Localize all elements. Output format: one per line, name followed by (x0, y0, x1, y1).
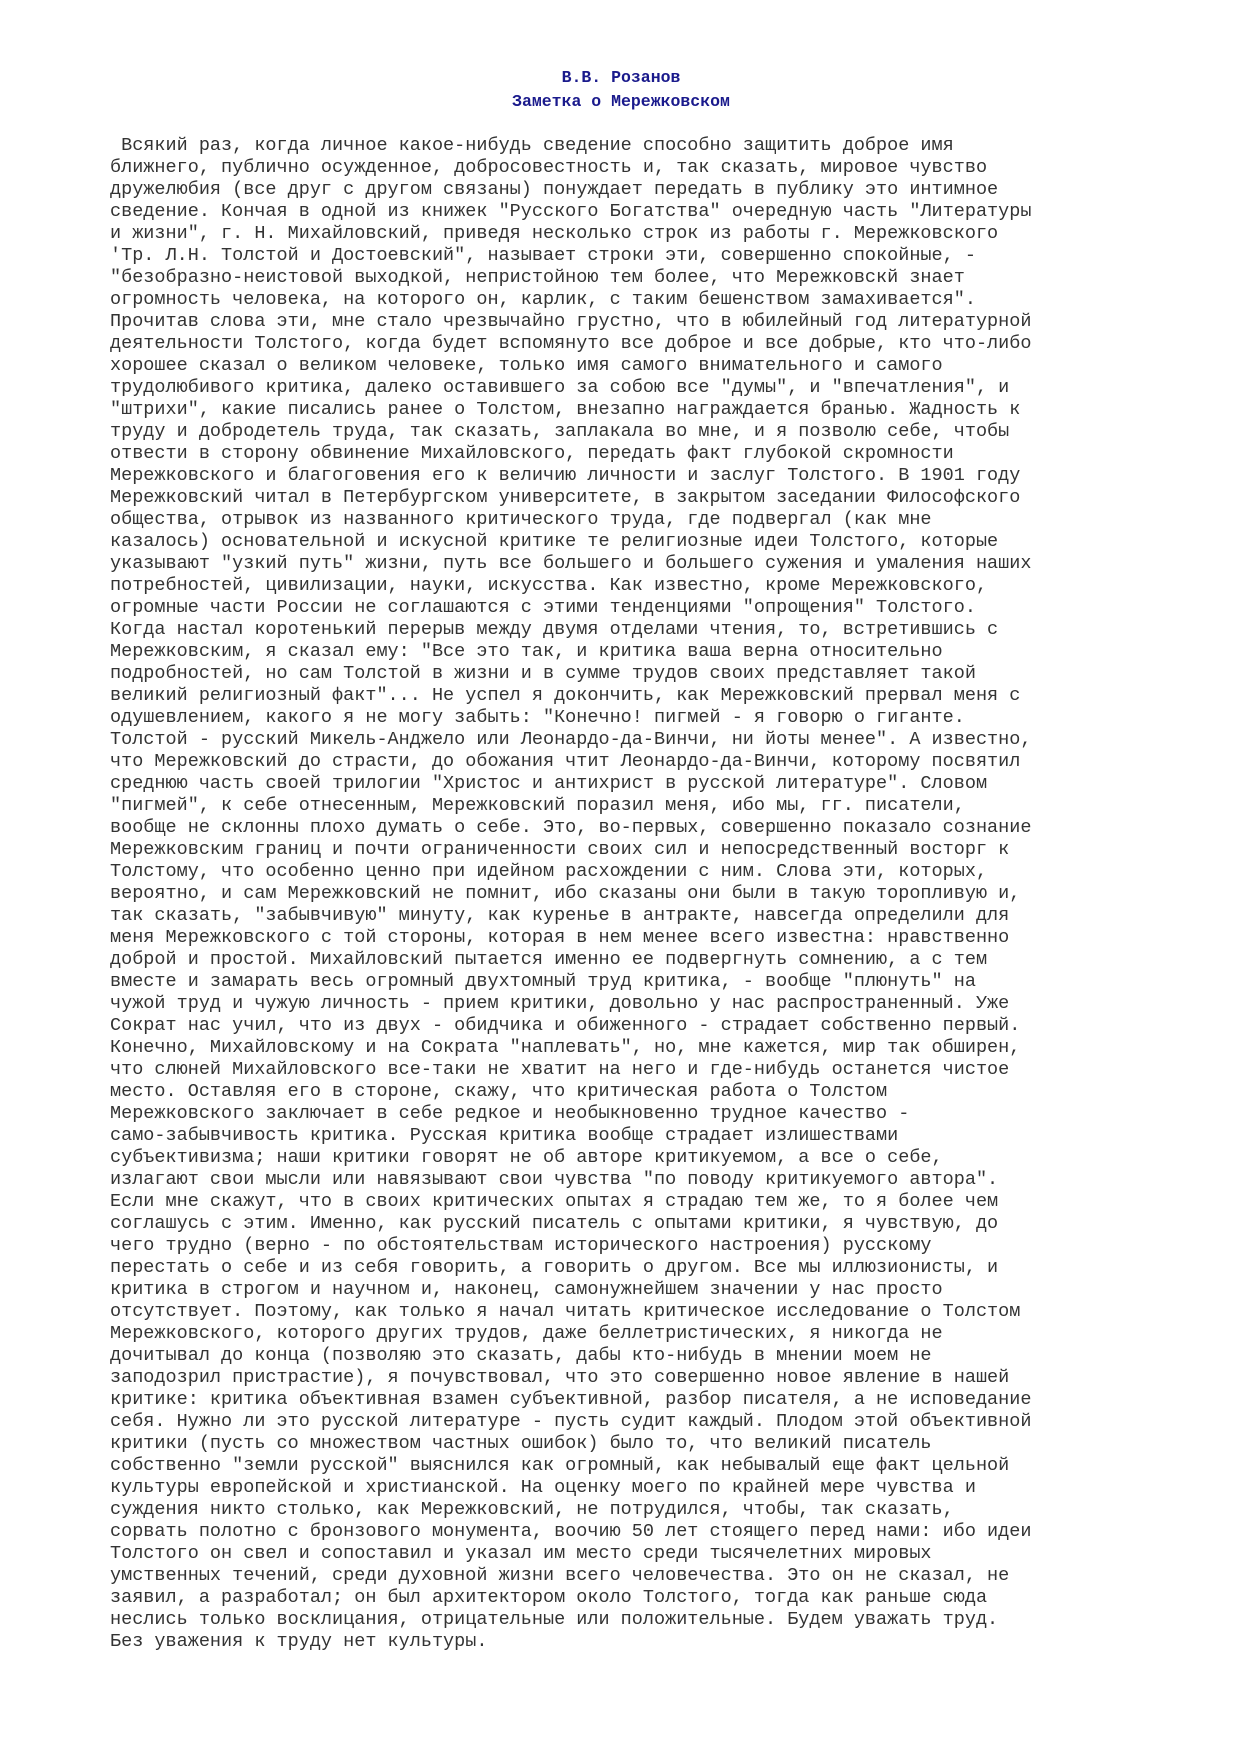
text-line: сведение. Кончая в одной из книжек "Русского Богатства" очередную часть "Литературы (110, 201, 1032, 222)
text-line: Толстому, что особенно ценно при идейном расхождении с ним. Слова эти, которых, (110, 861, 988, 882)
text-line: Мережковским, я сказал ему: "Все это так, и критика ваша верна относительно (110, 641, 943, 662)
text-line: доброй и простой. Михайловский пытается именно ее подвергнуть сомнению, а с тем (110, 949, 988, 970)
article-title: Заметка о Мережковском (512, 92, 730, 111)
text-line: Если мне скажут, что в своих критических опытах я страдаю тем же, то я более чем (110, 1191, 999, 1212)
text-line: чужой труд и чужую личность - прием критики, довольно у нас распространенный. Уже (110, 993, 1010, 1014)
text-line: собственно "земли русской" выяснился как огромный, как небывалый еще факт цельной (110, 1455, 1010, 1476)
text-line: перестать о себе и из себя говорить, а говорить о другом. Все мы иллюзионисты, и (110, 1257, 999, 1278)
text-line: вероятно, и сам Мережковский не помнит, ибо сказаны они были в такую торопливую и, (110, 883, 1021, 904)
text-line: общества, отрывок из названного критического труда, где подвергал (как мне (110, 509, 932, 530)
text-line: само-забывчивость критика. Русская критика вообще страдает излишествами (110, 1125, 899, 1146)
text-line: казалось) основательной и искусной критике те религиозные идеи Толстого, которые (110, 531, 999, 552)
text-line: отсутствует. Поэтому, как только я начал читать критическое исследование о Толстом (110, 1301, 1021, 1322)
text-line: указывают "узкий путь" жизни, путь все большего и большего сужения и умаления наших (110, 553, 1032, 574)
text-line: заявил, а разработал; он был архитектором около Толстого, тогда как раньше сюда (110, 1587, 988, 1608)
text-line: критики (пусть со множеством частных ошибок) было то, что великий писатель (110, 1433, 932, 1454)
text-line: 'Тр. Л.Н. Толстой и Достоевский", называет строки эти, совершенно спокойные, - (110, 245, 976, 266)
text-line: Всякий раз, когда личное какое-нибудь сведение способно защитить доброе имя (110, 135, 954, 156)
text-line: себя. Нужно ли это русской литературе - пусть судит каждый. Плодом этой объективной (110, 1411, 1032, 1432)
text-line: Мережковского заключает в себе редкое и необыкновенно трудное качество - (110, 1103, 910, 1124)
text-line: "штрихи", какие писались ранее о Толстом, внезапно награждается бранью. Жадность к (110, 399, 1021, 420)
text-line: огромные части России не соглашаются с этими тенденциями "опрощения" Толстого. (110, 597, 976, 618)
text-line: отвести в сторону обвинение Михайловского, передать факт глубокой скромности (110, 443, 954, 464)
text-line: труду и добродетель труда, так сказать, заплакала во мне, и я позволю себе, чтобы (110, 421, 1010, 442)
text-line: излагают свои мысли или навязывают свои чувства "по поводу критикуемого автора". (110, 1169, 999, 1190)
text-line: критика в строгом и научном и, наконец, самонужнейшем значении у нас просто (110, 1279, 943, 1300)
text-line: неслись только восклицания, отрицательные или положительные. Будем уважать труд. (110, 1609, 999, 1630)
text-line: Прочитав слова эти, мне стало чрезвычайно грустно, что в юбилейный год литературной (110, 311, 1032, 332)
text-line: дружелюбия (все друг с другом связаны) понуждает передать в публику это интимное (110, 179, 999, 200)
text-line: потребностей, цивилизации, науки, искусства. Как известно, кроме Мережковского, (110, 575, 988, 596)
text-line: Сократ нас учил, что из двух - обидчика и обиженного - страдает собственно первый. (110, 1015, 1021, 1036)
text-line: умственных течений, среди духовной жизни всего человечества. Это он не сказал, не (110, 1565, 1010, 1586)
text-line: Мережковского и благоговения его к величию личности и заслуг Толстого. В 1901 году (110, 465, 1021, 486)
text-line: "пигмей", к себе отнесенным, Мережковский поразил меня, ибо мы, гг. писатели, (110, 795, 965, 816)
text-line: Конечно, Михайловскому и на Сократа "наплевать", но, мне кажется, мир так обширен, (110, 1037, 1021, 1058)
text-line: Мережковский читал в Петербургском университете, в закрытом заседании Философского (110, 487, 1021, 508)
text-line: подробностей, но сам Толстой в жизни и в сумме трудов своих представляет такой (110, 663, 976, 684)
text-line: вообще не склонны плохо думать о себе. Это, во-первых, совершенно показало сознание (110, 817, 1032, 838)
text-line: трудолюбивого критика, далеко оставившего за собою все "думы", и "впечатления", и (110, 377, 1010, 398)
text-line: и жизни", г. Н. Михайловский, приведя несколько строк из работы г. Мережковского (110, 223, 999, 244)
text-line: что Мережковский до страсти, до обожания чтит Леонардо-да-Винчи, которому посвятил (110, 751, 1021, 772)
text-line: огромность человека, на которого он, карлик, с таким бешенством замахивается". (110, 289, 976, 310)
text-line: ближнего, публично осужденное, добросовестность и, так сказать, мировое чувство (110, 157, 988, 178)
author-name: В.В. Розанов (561, 68, 681, 87)
text-line: Когда настал коротенький перерыв между двумя отделами чтения, то, встретившись с (110, 619, 999, 640)
text-line: среднюю часть своей трилогии "Христос и антихрист в русской литературе". Словом (110, 773, 988, 794)
text-line: "безобразно-неистовой выходкой, непристойною тем более, что Мережковскй знает (110, 267, 965, 288)
text-line: вместе и замарать весь огромный двухтомный труд критика, - вообще "плюнуть" на (110, 971, 976, 992)
text-line: меня Мережковского с той стороны, которая в нем менее всего известна: нравственно (110, 927, 1010, 948)
text-line: заподозрил пристрастие), я почувствовал, что это совершенно новое явление в нашей (110, 1367, 1010, 1388)
text-line: культуры европейской и христианской. На оценку моего по крайней мере чувства и (110, 1477, 976, 1498)
text-line: одушевлением, какого я не могу забыть: "Конечно! пигмей - я говорю о гиганте. (110, 707, 965, 728)
text-line: так сказать, "забывчивую" минуту, как куренье в антракте, навсегда определили для (110, 905, 1010, 926)
text-line: дочитывал до конца (позволяю это сказать, дабы кто-нибудь в мнении моем не (110, 1345, 932, 1366)
article-body (110, 135, 1150, 1653)
text-line: Без уважения к труду нет культуры. (110, 1631, 488, 1652)
text-line: деятельности Толстого, когда будет вспомянуто все доброе и все добрые, кто что-либо (110, 333, 1032, 354)
document-header (0, 66, 1242, 114)
text-line: чего трудно (верно - по обстоятельствам исторического настроения) русскому (110, 1235, 932, 1256)
text-line: соглашусь с этим. Именно, как русский писатель с опытами критики, я чувствую, до (110, 1213, 999, 1234)
text-line: великий религиозный факт"... Не успел я докончить, как Мережковский прервал меня с (110, 685, 1021, 706)
text-line: суждения никто столько, как Мережковский, не потрудился, чтобы, так сказать, (110, 1499, 954, 1520)
text-line: Мережковским границ и почти ограниченности своих сил и непосредственный восторг к (110, 839, 1010, 860)
text-line: сорвать полотно с бронзового монумента, воочию 50 лет стоящего перед нами: ибо идеи (110, 1521, 1032, 1542)
text-line: Толстого он свел и сопоставил и указал им место среди тысячелетних мировых (110, 1543, 932, 1564)
text-line: место. Оставляя его в стороне, скажу, что критическая работа о Толстом (110, 1081, 888, 1102)
text-line: Мережковского, которого других трудов, даже беллетристических, я никогда не (110, 1323, 943, 1344)
text-line: что слюней Михайловского все-таки не хватит на него и где-нибудь останется чистое (110, 1059, 1010, 1080)
text-line: субъективизма; наши критики говорят не об авторе критикуемом, а все о себе, (110, 1147, 943, 1168)
text-line: хорошее сказал о великом человеке, только имя самого внимательного и самого (110, 355, 943, 376)
text-line: Толстой - русский Микель-Анджело или Леонардо-да-Винчи, ни йоты менее". А известно, (110, 729, 1032, 750)
text-line: критике: критика объективная взамен субъективной, разбор писателя, а не исповедание (110, 1389, 1032, 1410)
